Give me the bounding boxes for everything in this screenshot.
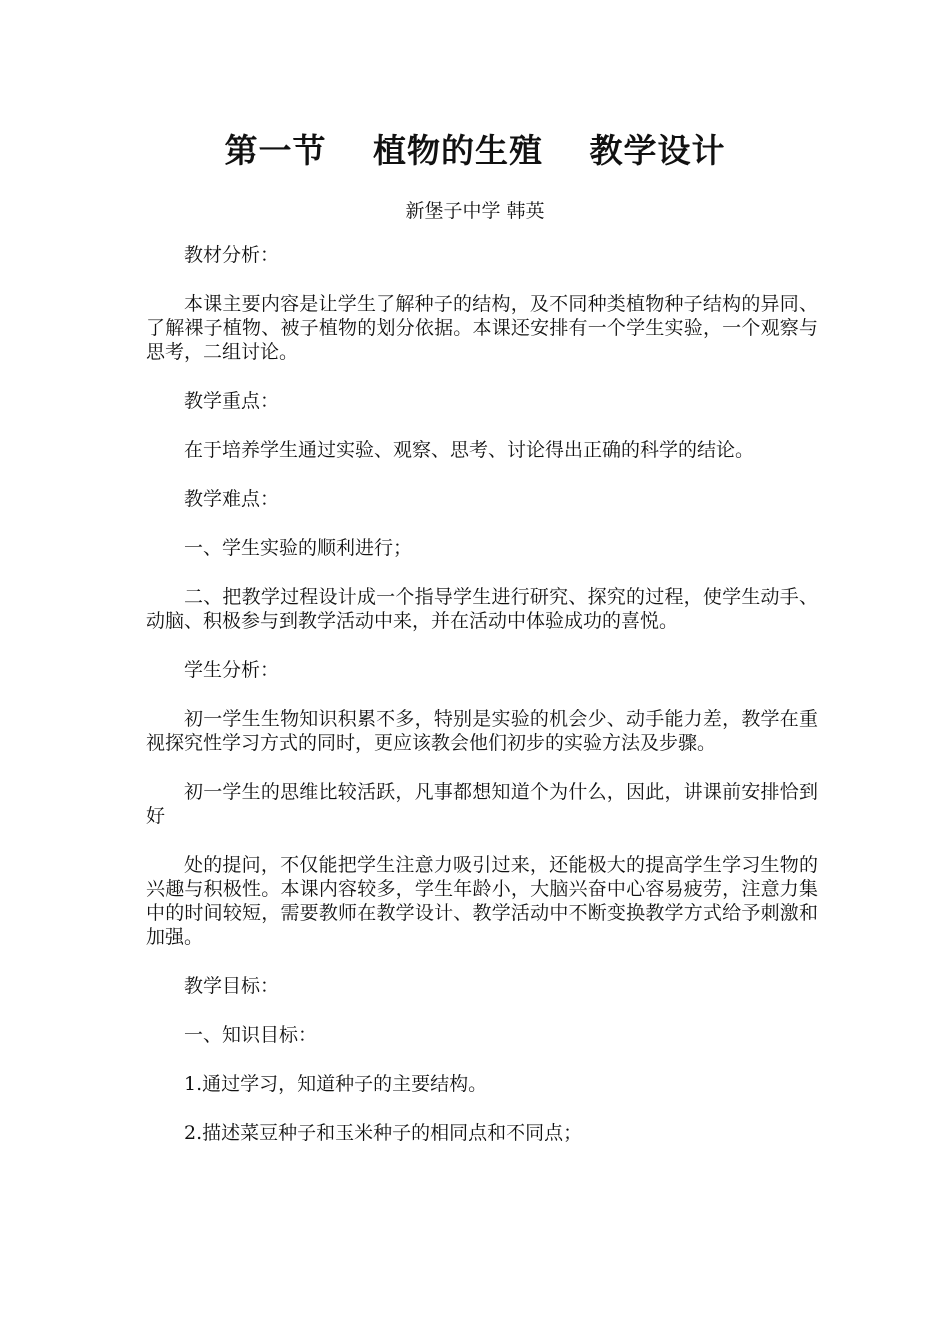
paragraph-student-analysis-1: 初一学生生物知识积累不多，特别是实验的机会少、动手能力差，教学在重视探究性学习方式的同时，更应该教会他们初步的实验方法及步骤。 <box>146 708 818 754</box>
section-heading-student-analysis: 学生分析： <box>184 659 280 681</box>
section-heading-difficulties: 教学难点： <box>184 488 280 510</box>
paragraph-knowledge-goals: 一、知识目标： <box>184 1024 318 1046</box>
document-author: 新堡子中学 韩英 <box>405 200 545 222</box>
paragraph-difficulty-2: 二、把教学过程设计成一个指导学生进行研究、探究的过程，使学生动手、动脑、积极参与到教学活动中来，并在活动中体验成功的喜悦。 <box>146 586 818 632</box>
paragraph-key-points: 在于培养学生通过实验、观察、思考、讨论得出正确的科学的结论。 <box>184 439 755 461</box>
paragraph-student-analysis-2: 初一学生的思维比较活跃，凡事都想知道个为什么，因此，讲课前安排恰到好 <box>146 781 818 827</box>
document-body <box>146 243 818 1170</box>
section-heading-textbook-analysis: 教材分析： <box>184 244 280 266</box>
document-title: 第一节 植物的生殖 教学设计 <box>224 131 726 170</box>
list-item-goal-1: 1.通过学习，知道种子的主要结构。 <box>184 1073 488 1095</box>
section-heading-teaching-goals: 教学目标： <box>184 975 280 997</box>
paragraph-student-analysis-3: 处的提问，不仅能把学生注意力吸引过来，还能极大的提高学生学习生物的兴趣与积极性。本课内容较多，学生年龄小，大脑兴奋中心容易疲劳，注意力集中的时间较短，需要教师在教学设计、教学活动中不断变换教学方式给予刺激和加强。 <box>146 854 818 948</box>
paragraph-textbook-analysis: 本课主要内容是让学生了解种子的结构，及不同种类植物种子结构的异同、了解裸子植物、被子植物的划分依据。本课还安排有一个学生实验，一个观察与思考，二组讨论。 <box>146 293 818 363</box>
paragraph-difficulty-1: 一、学生实验的顺利进行； <box>184 537 413 559</box>
section-heading-key-points: 教学重点： <box>184 390 280 412</box>
list-item-goal-2: 2.描述菜豆种子和玉米种子的相同点和不同点； <box>184 1122 583 1144</box>
